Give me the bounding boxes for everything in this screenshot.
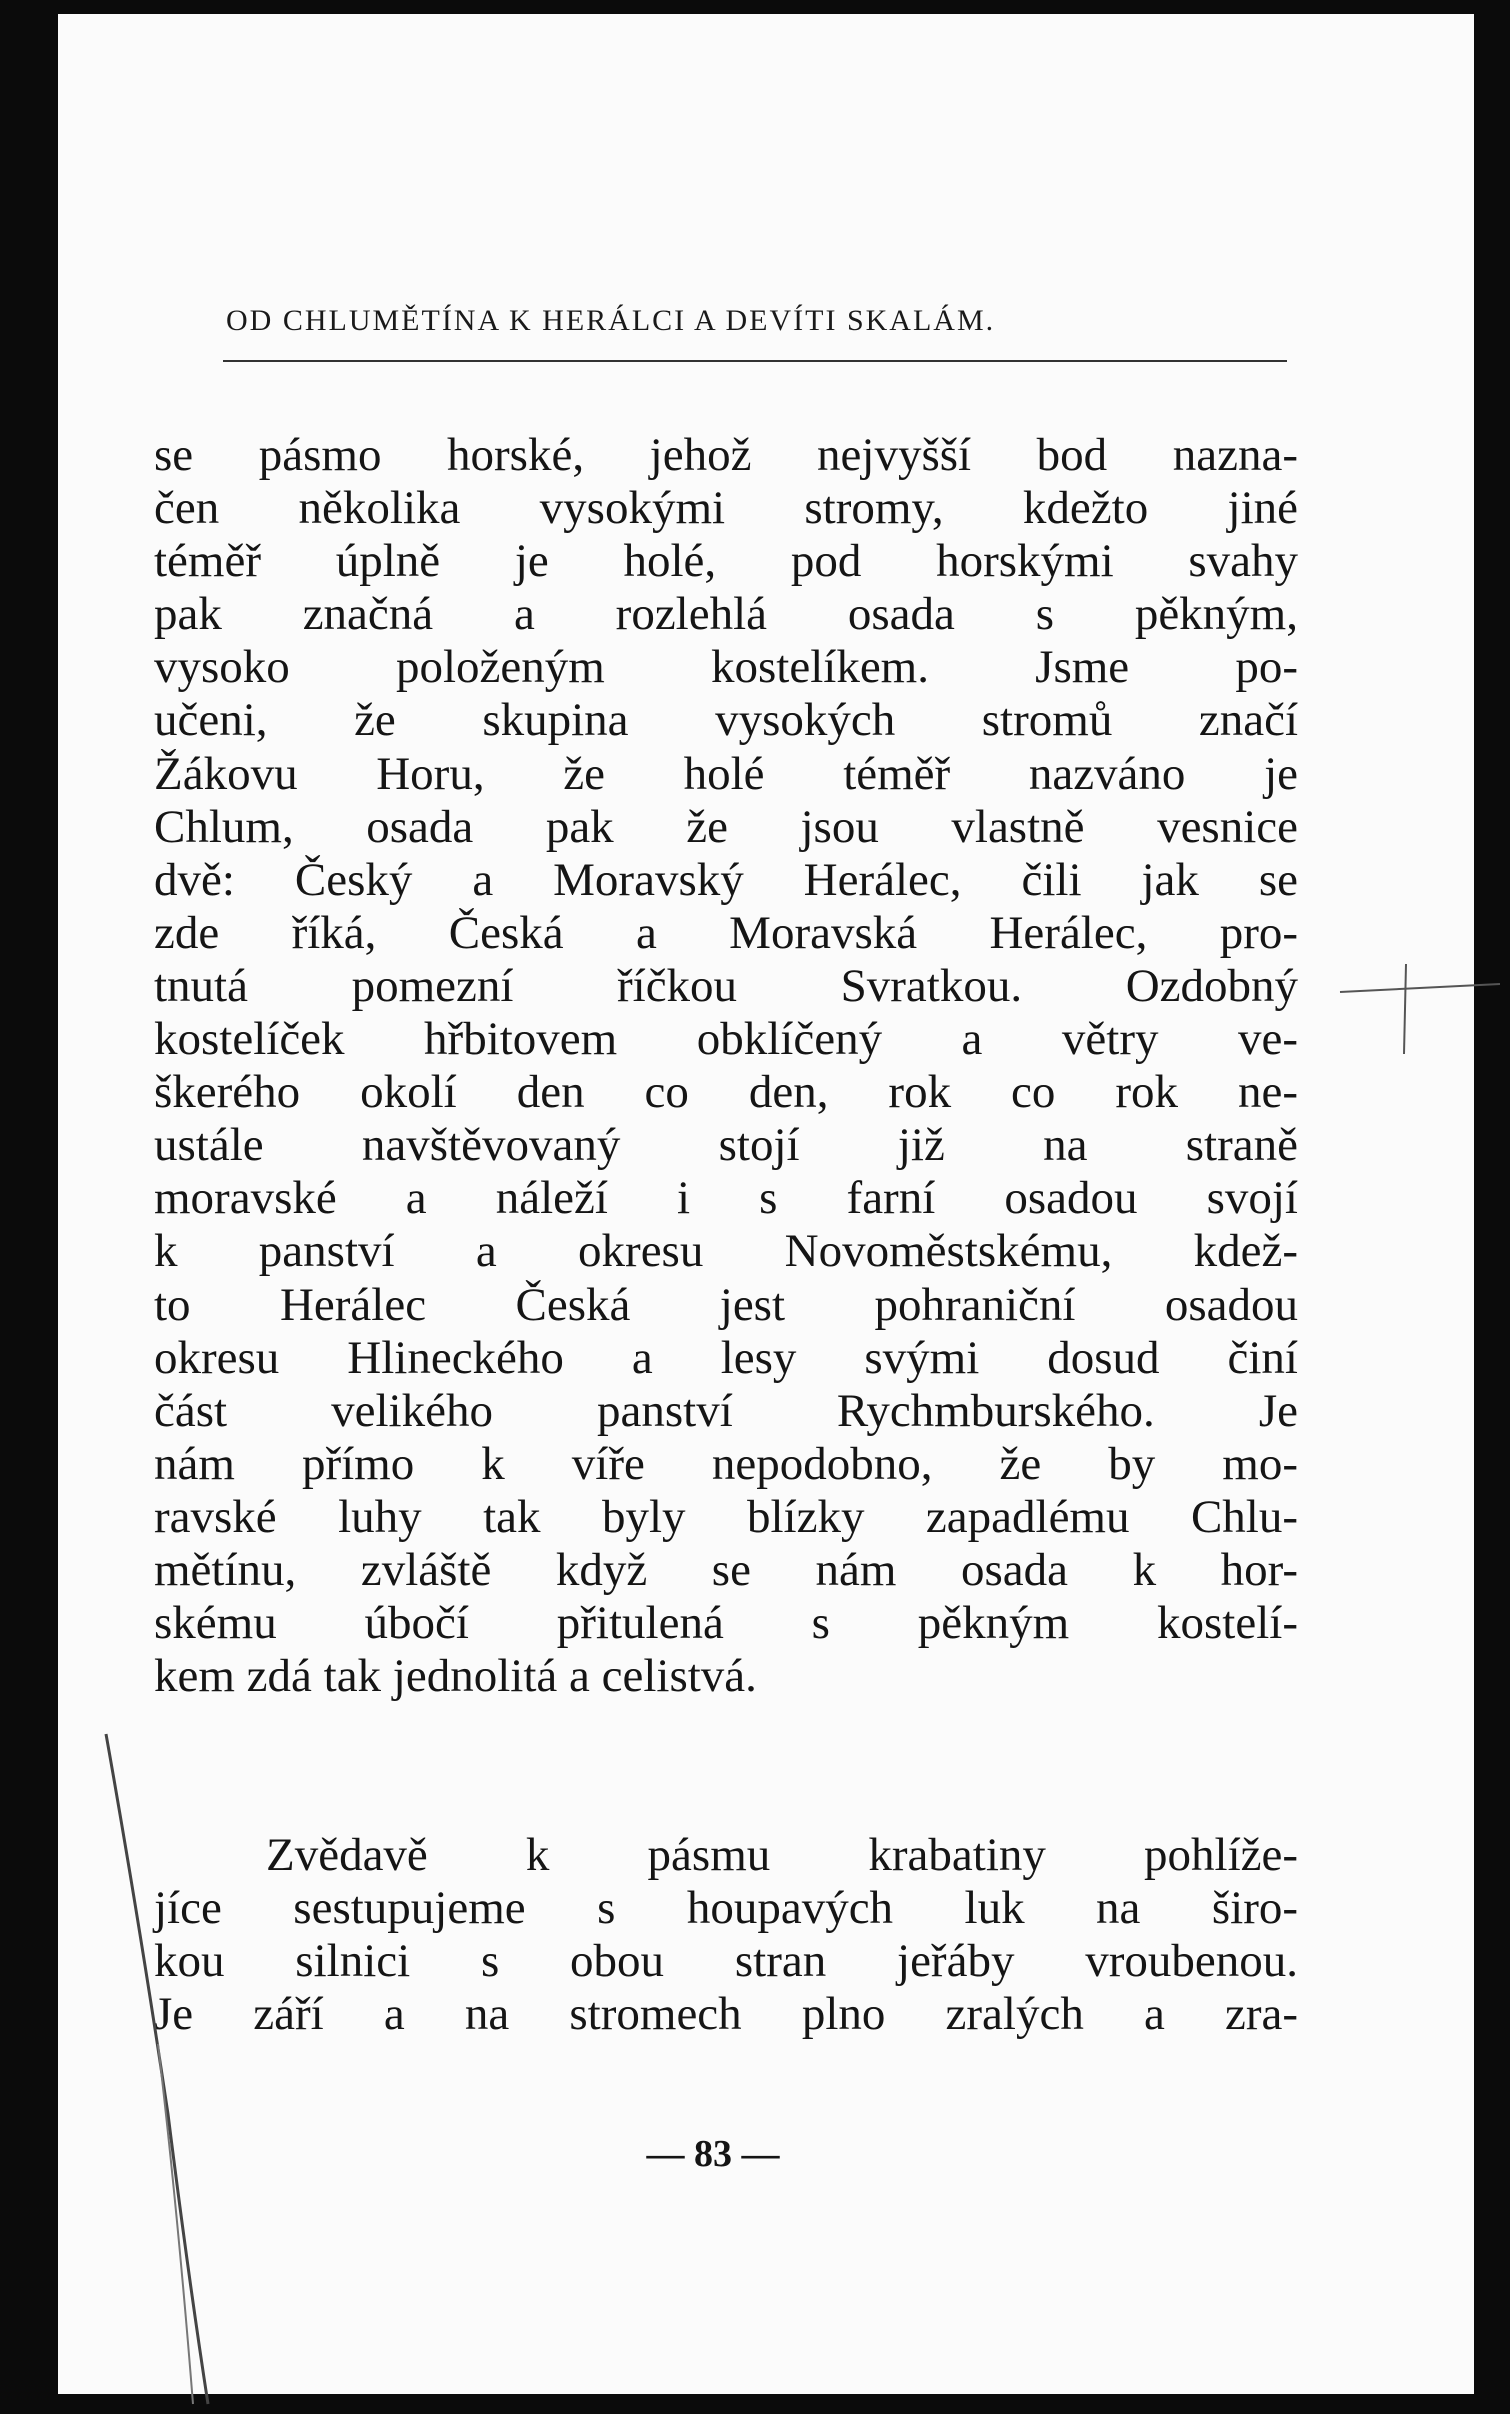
text-line: vysoko položeným kostelíkem. Jsme po- [154,641,1298,694]
text-line: škerého okolí den co den, rok co rok ne- [154,1066,1298,1119]
text-line: ravské luhy tak byly blízky zapadlému Chlu- [154,1490,1298,1543]
page-number: — 83 — [646,2133,780,2175]
paragraph-2 [154,1829,1298,2041]
text-line: moravské a náleží i s farní osadou svojí [154,1172,1298,1225]
text-line: jíce sestupujeme s houpavých luk na širo- [154,1882,1298,1935]
text-line: k panství a okresu Novoměstskému, kdež- [154,1225,1298,1278]
text-line: část velikého panství Rychmburského. Je [154,1384,1298,1437]
text-line: to Herálec Česká jest pohraniční osadou [154,1278,1298,1331]
text-line: kou silnici s obou stran jeřáby vroubenou. [154,1935,1298,1988]
text-line: zde říká, Česká a Moravská Herálec, pro- [154,906,1298,959]
text-line: Je září a na stromech plno zralých a zra- [154,1988,1298,2041]
text-line: se pásmo horské, jehož nejvyšší bod nazna- [154,429,1298,481]
book-page [58,14,1474,2394]
text-line: Chlum, osada pak že jsou vlastně vesnice [154,800,1298,853]
text-line: učeni, že skupina vysokých stromů značí [154,694,1298,747]
text-line: okresu Hlineckého a lesy svými dosud činí [154,1331,1298,1384]
page-edge-shadow [98,1714,298,2414]
text-line: Žákovu Horu, že holé téměř nazváno je [154,747,1298,800]
text-line: kostelíček hřbitovem obklíčený a větry ve- [154,1013,1298,1066]
paragraph-1 [154,429,1298,1703]
text-line: kem zdá tak jednolitá a celistvá. [154,1650,757,1703]
running-title: OD CHLUMĚTÍNA K HERÁLCI A DEVÍTI SKALÁM. [226,304,996,337]
text-line: mětínu, zvláště když se nám osada k hor- [154,1543,1298,1596]
text-line: čen několika vysokými stromy, kdežto jiné [154,482,1298,535]
header-rule [223,360,1287,362]
margin-pencil-mark [1320,954,1500,1074]
text-line: téměř úplně je holé, pod horskými svahy [154,535,1298,588]
text-line: tnutá pomezní říčkou Svratkou. Ozdobný [154,959,1298,1012]
text-line: skému úbočí přitulená s pěkným kostelí- [154,1597,1298,1650]
text-line: pak značná a rozlehlá osada s pěkným, [154,588,1298,641]
text-line: nám přímo k víře nepodobno, že by mo- [154,1437,1298,1490]
text-line: Zvědavě k pásmu krabatiny pohlíže- [266,1829,1298,1881]
text-line: ustále navštěvovaný stojí již na straně [154,1119,1298,1172]
text-line: dvě: Český a Moravský Herálec, čili jak se [154,853,1298,906]
